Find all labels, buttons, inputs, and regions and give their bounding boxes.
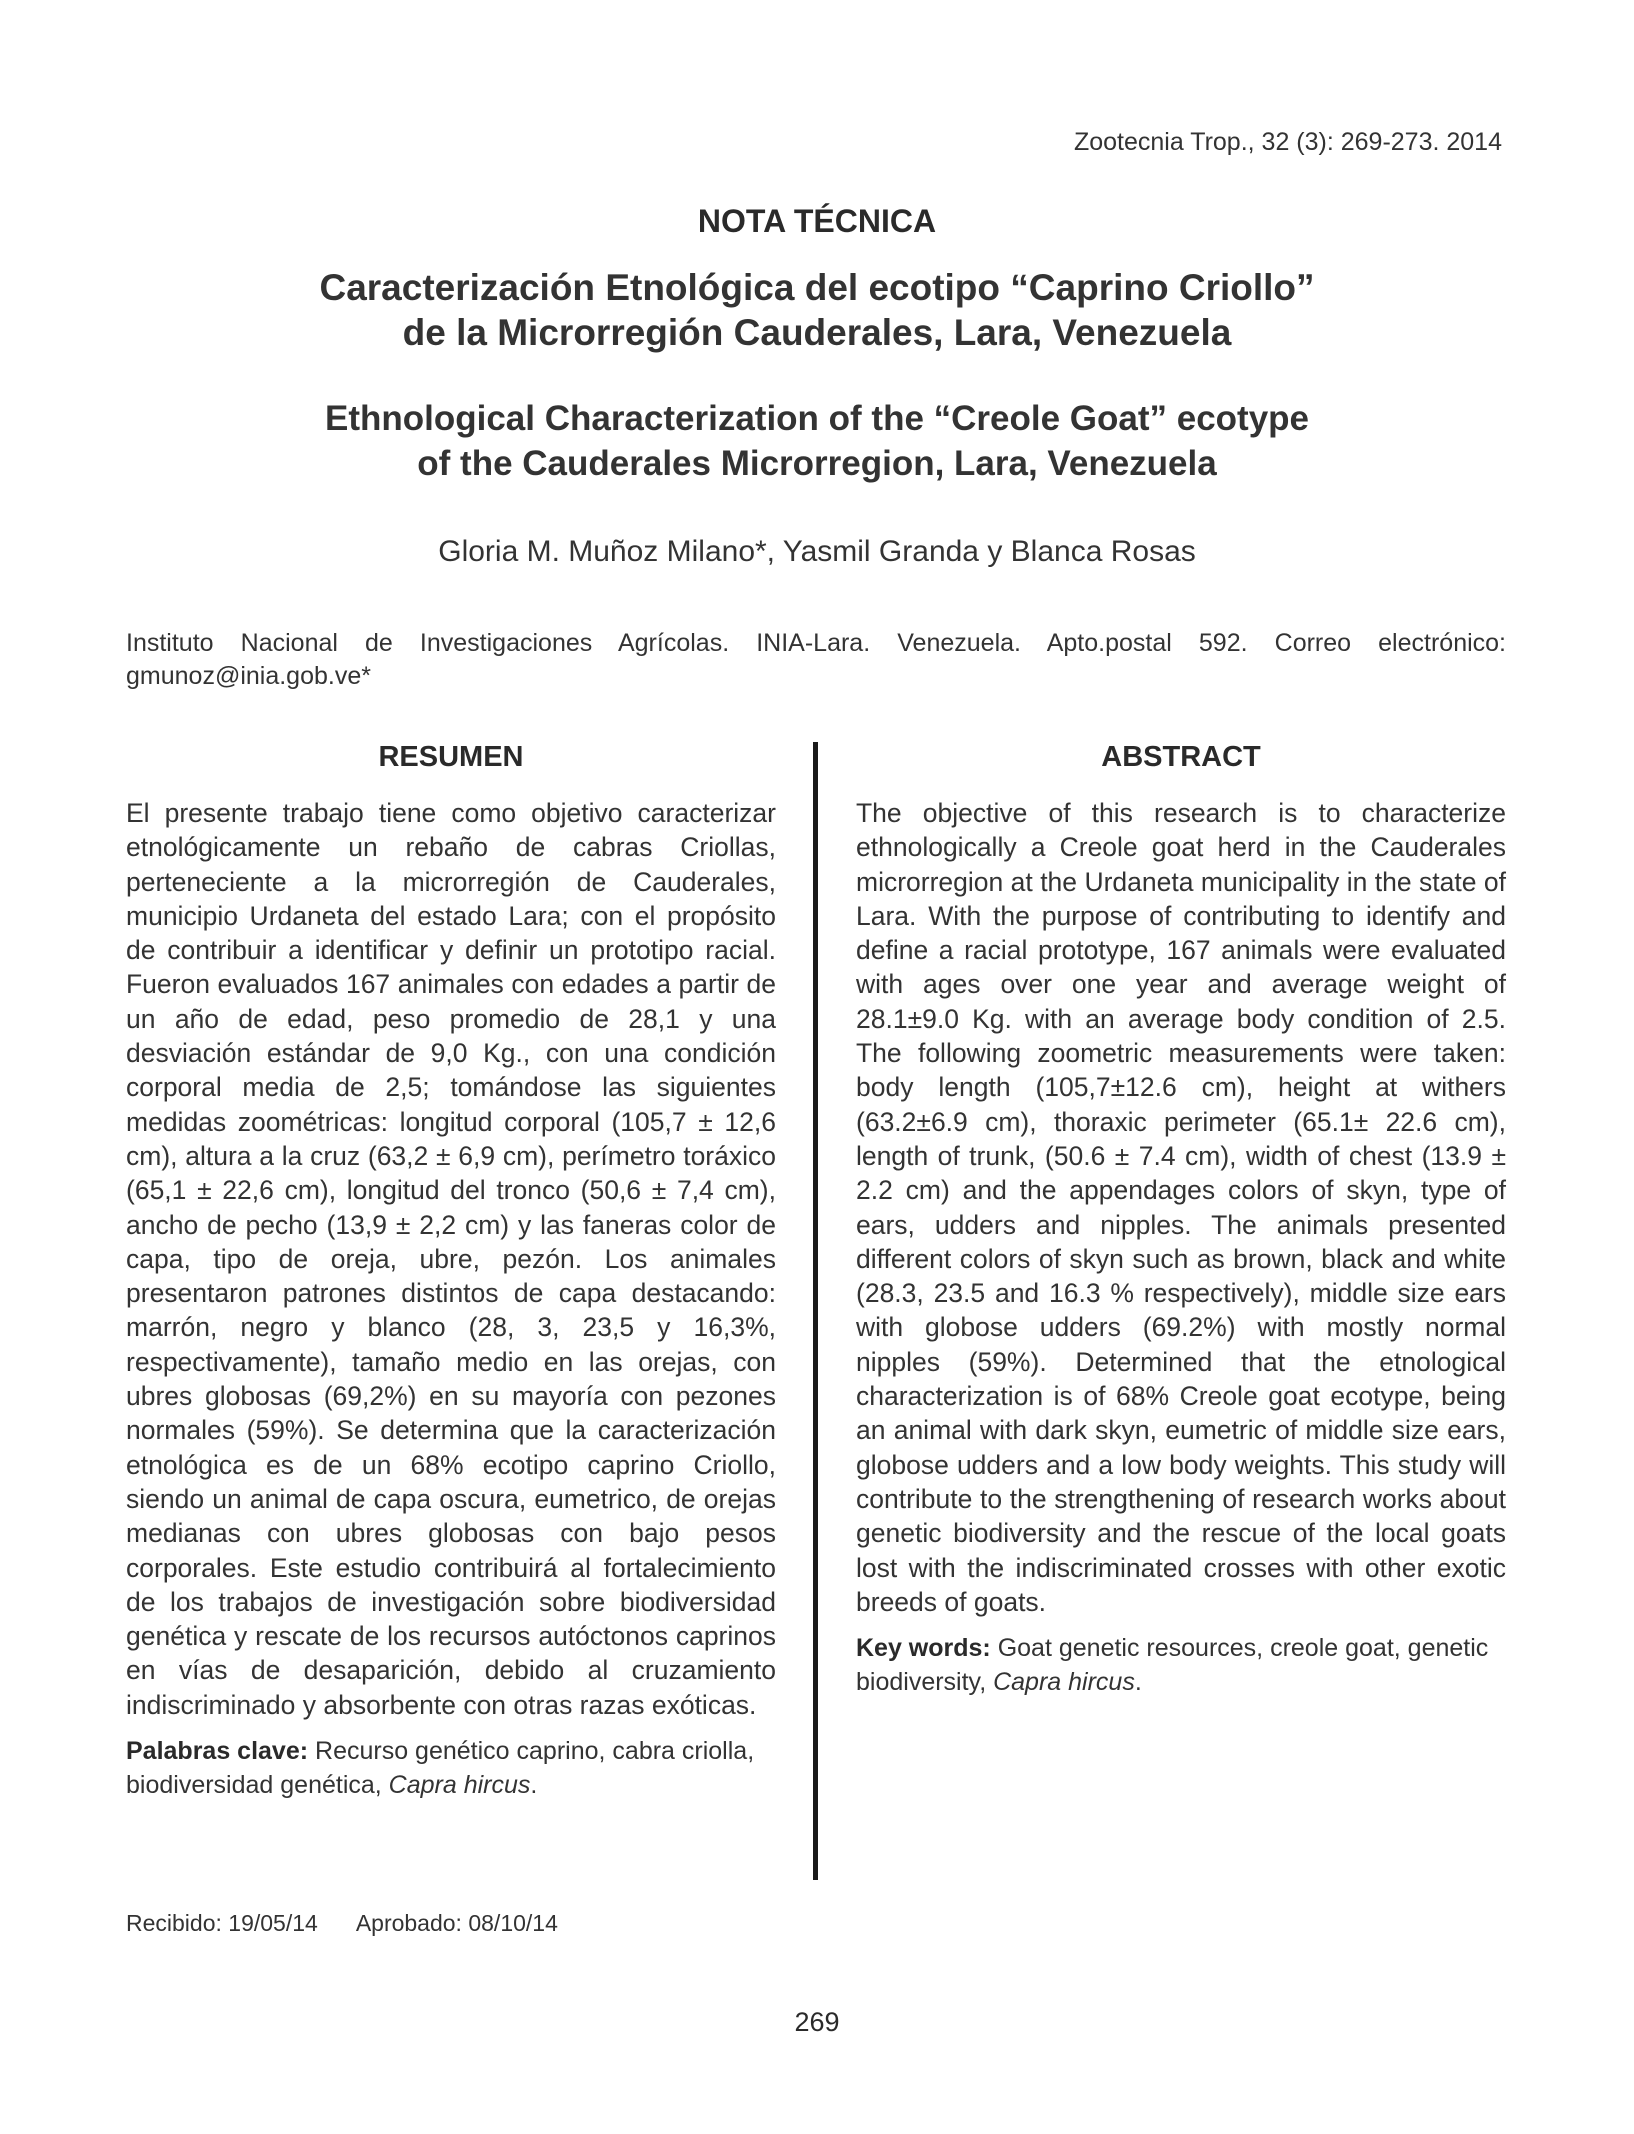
title-spanish-line-1: Caracterización Etnológica del ecotipo “Caprino Criollo”: [319, 267, 1315, 308]
journal-citation: Zootecnia Trop., 32 (3): 269-273. 2014: [1073, 128, 1502, 156]
key-words-species: Capra hircus: [993, 1668, 1135, 1697]
title-english: [180, 396, 1454, 486]
title-english-line-2: of the Cauderales Microrregion, Lara, Venezuela: [417, 444, 1217, 483]
title-spanish-line-2: de la Microrregión Cauderales, Lara, Venezuela: [402, 312, 1232, 353]
author-affiliation: Instituto Nacional de Investigaciones Agrícolas. INIA-Lara. Venezuela. Apto.postal 592. Correo electrónico: gmunoz@inia.gob.ve*: [126, 629, 1506, 690]
abstract-column: [856, 740, 1506, 1699]
received-date: Recibido: 19/05/14: [126, 1910, 318, 1936]
key-words-text: Goat genetic resources, creole goat, genetic biodiversity,: [856, 1634, 1489, 1697]
title-spanish: [180, 265, 1454, 355]
title-english-line-1: Ethnological Characterization of the “Creole Goat” ecotype: [324, 399, 1310, 438]
abstract-heading: ABSTRACT: [1101, 741, 1261, 773]
abstract-body: The objective of this research is to characterize ethnologically a Creole goat herd in the Cauderales microrregion at the Urdaneta municipality in the state of Lara. With the purpose of contributing to identify and define a racial prototype, 167 animals were evaluated with ages over one year and average weight of 28.1±9.0 Kg. with an average body condition of 2.5. The following zoometric measurements were taken: body length (105,7±12.6 cm), height at withers (63.2±6.9 cm), thoraxic perimeter (65.1± 22.6 cm), length of trunk, (50.6 ± 7.4 cm), width of chest (13.9 ± 2.2 cm) and the appendages colors of skyn, type of ears, udders and nipples. The animals presented different colors of skyn such as brown, black and white (28.3, 23.5 and 16.3 % respectively), middle size ears with globose udders (69.2%) with mostly normal nipples (59%). Determined that the etnological characterization is of 68% Creole goat ecotype, being an animal with dark skyn, eumetric of middle size ears, globose udders and a low body weights. This study will contribute to the strengthening of research works about genetic biodiversity and the rescue of the local goats lost with the indiscriminated crosses with other exotic breeds of goats.: [856, 798, 1506, 1617]
palabras-clave-label: Palabras clave:: [126, 1737, 309, 1766]
approved-date: Aprobado: 08/10/14: [355, 1910, 558, 1936]
resumen-column: [126, 740, 776, 1802]
palabras-clave: [126, 1734, 776, 1802]
resumen-body: El presente trabajo tiene como objetivo caracterizar etnológicamente un rebaño de cabras Criollas, perteneciente a la microrregión de Cauderales, municipio Urdaneta del estado Lara; con el propósito de contribuir a identificar y definir un prototipo racial. Fueron evaluados 167 animales con edades a partir de un año de edad, peso promedio de 28,1 y una desviación estándar de 9,0 Kg., con una condición corporal media de 2,5; tomándose las siguientes medidas zoométricas: longitud corporal (105,7 ± 12,6 cm), altura a la cruz (63,2 ± 6,9 cm), perímetro toráxico (65,1 ± 22,6 cm), longitud del tronco (50,6 ± 7,4 cm), ancho de pecho (13,9 ± 2,2 cm) y las faneras color de capa, tipo de oreja, ubre, pezón. Los animales presentaron patrones distintos de capa destacando: marrón, negro y blanco (28, 3, 23,5 y 16,3%, respectivamente), tamaño medio en las orejas, con ubres globosas (69,2%) en su mayoría con pezones normales (59%). Se determina que la caracterización etnológica es de un 68% ecotipo caprino Criollo, siendo un animal de capa oscura, eumetrico, de orejas medianas con ubres globosas con bajo pesos corporales. Este estudio contribuirá al fortalecimiento de los trabajos de investigación sobre biodiversidad genética y rescate de los recursos autóctonos caprinos en vías de desaparición, debido al cruzamiento indiscriminado y absorbente con otras razas exóticas.: [126, 798, 776, 1720]
key-words-label: Key words:: [856, 1634, 991, 1663]
column-divider: [813, 742, 818, 1880]
author-list: Gloria M. Muñoz Milano*, Yasmil Granda y Blanca Rosas: [438, 535, 1196, 568]
palabras-clave-species: Capra hircus: [388, 1771, 531, 1800]
palabras-clave-text: Recurso genético caprino, cabra criolla, biodiversidad genética,: [126, 1737, 755, 1800]
note-type-heading: NOTA TÉCNICA: [697, 203, 937, 239]
page-number: 269: [794, 2007, 840, 2037]
submission-dates: [126, 1910, 558, 1937]
palabras-clave-end: .: [530, 1771, 538, 1800]
resumen-heading: RESUMEN: [378, 741, 524, 773]
key-words: [856, 1631, 1506, 1699]
key-words-end: .: [1134, 1668, 1142, 1697]
